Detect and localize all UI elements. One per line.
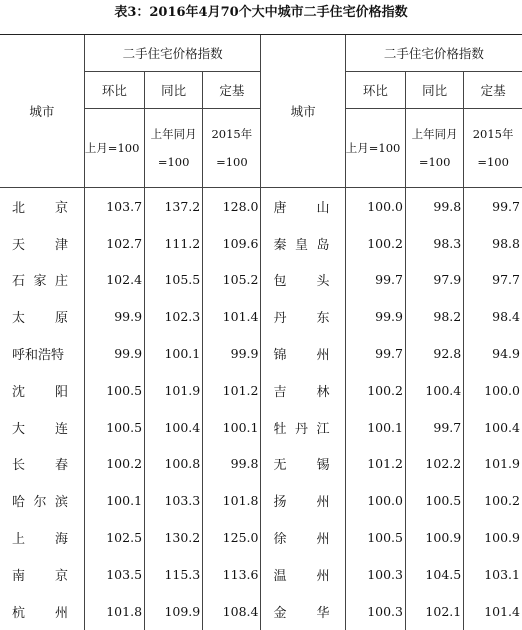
cell-mom-right: 100.2 [345,372,405,409]
group-header-left: 二手住宅价格指数 [84,35,261,72]
cell-city-left [0,298,84,335]
cell-mom-left: 100.2 [84,446,144,483]
cell-base-right: 103.1 [464,556,522,593]
sub-mom-left [84,109,144,188]
cell-mom-left: 100.5 [84,409,144,446]
cell-yoy-right: 99.7 [406,409,464,446]
cell-mom-left: 102.4 [84,262,144,299]
city-name: 天 津 [12,237,68,253]
sub-yoy-label-a: 上年同月 [150,127,197,141]
cell-base-right: 97.7 [464,262,522,299]
cell-city-left [0,593,84,630]
cell-yoy-right: 98.3 [406,225,464,262]
cell-yoy-right: 100.9 [406,519,464,556]
cell-base-left: 99.8 [203,446,261,483]
cell-mom-right: 100.2 [345,225,405,262]
sub-yoy-label-b: =100 [157,155,190,169]
cell-city-right [261,482,345,519]
cell-yoy-left: 115.3 [145,556,203,593]
cell-yoy-left: 100.4 [145,409,203,446]
cell-base-left: 101.2 [203,372,261,409]
cell-city-left [0,519,84,556]
city-name: 长 春 [12,458,68,474]
city-name: 丹 东 [273,311,330,327]
city-name: 无 锡 [273,458,330,474]
city-name: 锦 州 [273,348,330,364]
cell-yoy-right: 98.2 [406,298,464,335]
cell-base-left: 101.8 [203,482,261,519]
cell-base-right: 100.4 [464,409,522,446]
cell-mom-left: 102.5 [84,519,144,556]
city-name: 包 头 [273,274,330,290]
sub-base-label-a: 2015年 [472,127,514,141]
cell-base-right: 98.4 [464,298,522,335]
cell-yoy-left: 109.9 [145,593,203,630]
cell-city-left [0,372,84,409]
city-header-right: 城市 [261,35,345,188]
cell-base-right: 100.9 [464,519,522,556]
table-row [0,409,522,446]
table-row [0,335,522,372]
city-name: 上 海 [12,532,68,548]
city-name: 杭 州 [12,605,68,621]
sub-yoy-right [406,109,464,188]
cell-city-right [261,446,345,483]
cell-mom-left: 100.1 [84,482,144,519]
table-body [0,188,522,630]
city-name: 呼和浩特 [12,348,65,364]
cell-city-right [261,593,345,630]
cell-mom-left: 100.5 [84,372,144,409]
cell-base-right: 98.8 [464,225,522,262]
cell-mom-right: 100.3 [345,593,405,630]
sub-yoy-left [145,109,203,188]
cell-yoy-right: 97.9 [406,262,464,299]
cell-city-left [0,556,84,593]
cell-mom-left: 103.7 [84,188,144,225]
cell-yoy-left: 105.5 [145,262,203,299]
sub-yoy-label-b: =100 [418,155,451,169]
cell-city-right [261,188,345,225]
cell-mom-right: 100.0 [345,482,405,519]
col-base-right: 定基 [464,72,522,109]
city-name: 唐 山 [273,200,330,216]
cell-yoy-left: 100.1 [145,335,203,372]
city-name: 徐 州 [273,532,330,548]
cell-mom-left: 102.7 [84,225,144,262]
cell-yoy-right: 92.8 [406,335,464,372]
cell-mom-left: 99.9 [84,298,144,335]
cell-base-right: 101.4 [464,593,522,630]
table-title: 表3：2016年4月70个大中城市二手住宅价格指数 [114,5,408,20]
cell-base-left: 113.6 [203,556,261,593]
cell-base-left: 109.6 [203,225,261,262]
sub-yoy-label-a: 上年同月 [411,127,458,141]
cell-base-left: 128.0 [203,188,261,225]
city-name: 南 京 [12,568,68,584]
cell-yoy-left: 137.2 [145,188,203,225]
table-row [0,446,522,483]
cell-mom-right: 101.2 [345,446,405,483]
city-name: 扬 州 [273,495,330,511]
city-name: 哈 尔 滨 [12,495,68,511]
city-name: 吉 林 [273,384,330,400]
city-name: 秦 皇 岛 [273,237,330,253]
cell-mom-right: 99.7 [345,262,405,299]
cell-base-right: 100.0 [464,372,522,409]
table-row [0,225,522,262]
cell-city-left [0,225,84,262]
cell-city-right [261,335,345,372]
table-row [0,262,522,299]
city-name: 金 华 [273,605,330,621]
cell-yoy-left: 102.3 [145,298,203,335]
cell-city-left [0,446,84,483]
cell-city-left [0,482,84,519]
cell-yoy-left: 100.8 [145,446,203,483]
sub-base-label-b: =100 [477,155,509,169]
cell-base-left: 99.9 [203,335,261,372]
sub-mom-right [345,109,405,188]
cell-yoy-left: 103.3 [145,482,203,519]
cell-base-left: 100.1 [203,409,261,446]
cell-city-right [261,225,345,262]
cell-city-left [0,188,84,225]
cell-yoy-left: 111.2 [145,225,203,262]
sub-mom-label: 上月=100 [345,141,401,155]
cell-base-left: 108.4 [203,593,261,630]
city-header-left: 城市 [0,35,84,188]
col-mom-left: 环比 [84,72,144,109]
city-name: 牡 丹 江 [273,421,330,437]
cell-mom-right: 99.7 [345,335,405,372]
sub-base-left [203,109,261,188]
table-row [0,482,522,519]
cell-city-right [261,519,345,556]
city-name: 沈 阳 [12,384,68,400]
cell-mom-right: 100.1 [345,409,405,446]
cell-city-right [261,298,345,335]
cell-city-left [0,409,84,446]
cell-yoy-right: 104.5 [406,556,464,593]
cell-mom-left: 101.8 [84,593,144,630]
sub-mom-label: 上月=100 [84,141,140,155]
cell-yoy-right: 102.2 [406,446,464,483]
cell-base-right: 94.9 [464,335,522,372]
table-row [0,519,522,556]
cell-mom-left: 99.9 [84,335,144,372]
city-name: 北 京 [12,200,68,216]
cell-base-left: 125.0 [203,519,261,556]
cell-base-left: 105.2 [203,262,261,299]
city-name: 太 原 [12,311,68,327]
cell-mom-right: 100.3 [345,556,405,593]
city-name: 大 连 [12,421,68,437]
cell-mom-right: 99.9 [345,298,405,335]
cell-mom-right: 100.5 [345,519,405,556]
table-row [0,188,522,225]
cell-mom-left: 103.5 [84,556,144,593]
table-row [0,298,522,335]
cell-city-right [261,372,345,409]
sub-base-label-b: =100 [216,155,248,169]
cell-city-right [261,262,345,299]
cell-base-right: 100.2 [464,482,522,519]
cell-yoy-right: 102.1 [406,593,464,630]
group-header-right: 二手住宅价格指数 [345,35,522,72]
cell-city-left [0,262,84,299]
sub-base-label-a: 2015年 [211,127,253,141]
cell-base-left: 101.4 [203,298,261,335]
col-base-left: 定基 [203,72,261,109]
table-row [0,593,522,630]
table-row [0,372,522,409]
cell-city-right [261,556,345,593]
cell-yoy-left: 130.2 [145,519,203,556]
price-index-table [0,34,522,630]
col-yoy-right: 同比 [406,72,464,109]
cell-base-right: 99.7 [464,188,522,225]
cell-city-left [0,335,84,372]
sub-base-right [464,109,522,188]
cell-yoy-left: 101.9 [145,372,203,409]
cell-yoy-right: 100.4 [406,372,464,409]
cell-base-right: 101.9 [464,446,522,483]
cell-yoy-right: 99.8 [406,188,464,225]
cell-yoy-right: 100.5 [406,482,464,519]
cell-mom-right: 100.0 [345,188,405,225]
col-mom-right: 环比 [345,72,405,109]
city-name: 石 家 庄 [12,274,68,290]
city-name: 温 州 [273,568,330,584]
cell-city-right [261,409,345,446]
table-row [0,556,522,593]
col-yoy-left: 同比 [145,72,203,109]
